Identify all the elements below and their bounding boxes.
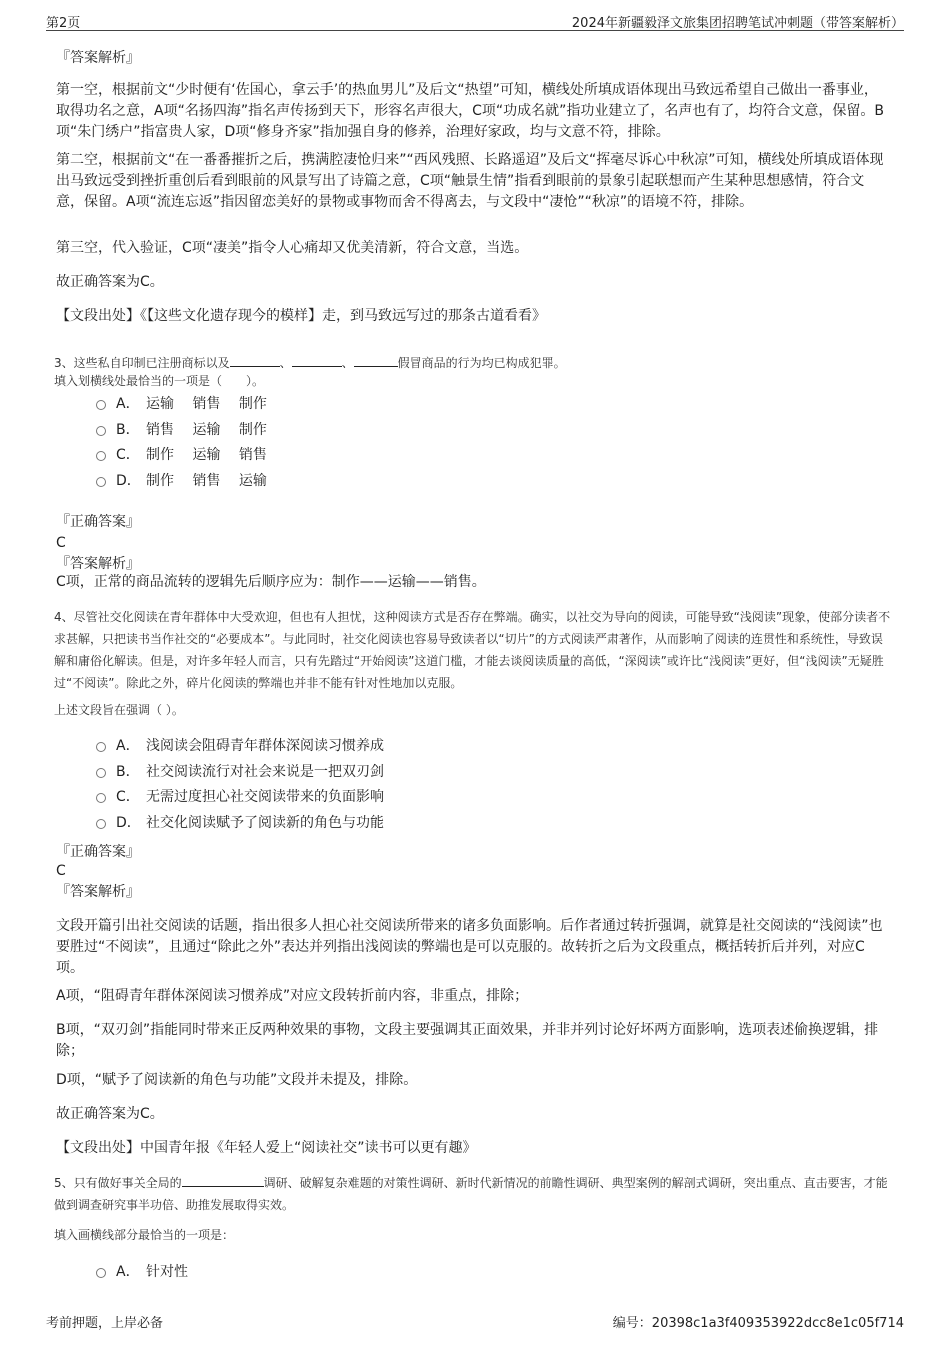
option-letter: A． xyxy=(116,738,140,754)
q4-analysis-a3: B项，“双刃剑”指能同时带来正反两种效果的事物，文段主要强调其正面效果，并非并列讨论好坏两方面影响，选项表述偷换逻辑，排除； xyxy=(56,1022,879,1059)
q4-answer-label: 『正确答案』 xyxy=(56,844,140,860)
radio-icon[interactable] xyxy=(96,477,106,487)
option-letter: C． xyxy=(116,447,140,463)
option-b[interactable] xyxy=(56,418,556,444)
option-letter: C． xyxy=(116,789,140,805)
page-number: 第2页 xyxy=(46,16,81,31)
footer-slogan: 考前押题，上岸必备 xyxy=(46,1316,164,1331)
option-d[interactable] xyxy=(56,469,556,495)
q3-stem2: 填入划横线处最恰当的一项是（ ）。 xyxy=(54,374,265,388)
option-text: 制作 销售 运输 xyxy=(146,472,267,489)
option-text: 浅阅读会阻碍青年群体深阅读习惯养成 xyxy=(146,738,384,754)
q4-analysis-a1: 文段开篇引出社交阅读的话题，指出很多人担心社交阅读所带来的诸多负面影响。后作者通过转折强调，就算是社交阅读的“浅阅读”也要胜过“不阅读”，且通过“除此之外”表达并列指出浅阅读的弊端也是可以克服的。故转折之后为文段重点，概括转折后并列，对应C项。 xyxy=(56,918,883,976)
radio-icon[interactable] xyxy=(96,1268,106,1278)
radio-icon[interactable] xyxy=(96,742,106,752)
q4-stem: 4、尽管社交化阅读在青年群体中大受欢迎，但也有人担忧，这种阅读方式是否存在弊端。确实，以社交为导向的阅读，可能导致“浅阅读”现象，使部分读者不求甚解，只把读书当作社交的“必要成本”。与此同时，社交化阅读也容易导致读者以“切片”的方式阅读严肃著作，从而影响了阅读的连贯性和系统性，导致误解和庸俗化解读。但是，对许多年轻人而言，只有先踏过“开始阅读”这道门槛，才能去谈阅读质量的高低，“深阅读”或许比“浅阅读”更好，但“浅阅读”无疑胜过“不阅读”。除此之外，碎片化阅读的弊端也并非不能有针对性地加以克服。 xyxy=(54,610,891,690)
blank-3 xyxy=(354,352,398,367)
q3-answer-label: 『正确答案』 xyxy=(56,514,140,530)
option-letter: B． xyxy=(116,421,140,438)
option-letter: B． xyxy=(116,763,140,780)
option-letter: A． xyxy=(116,1264,140,1280)
radio-icon[interactable] xyxy=(96,793,106,803)
q3-stem-part2: 假冒商品的行为均已构成犯罪。 xyxy=(397,356,566,370)
q5-stem-part1: 5、只有做好事关全局的 xyxy=(54,1176,182,1190)
radio-icon[interactable] xyxy=(96,426,106,436)
radio-icon[interactable] xyxy=(96,768,106,778)
separator: 、 xyxy=(341,356,354,370)
option-b[interactable] xyxy=(56,760,656,786)
q2-analysis-p4: 故正确答案为C。 xyxy=(56,274,164,290)
q3-stem-part1: 3、这些私自印制已注册商标以及 xyxy=(54,356,230,370)
radio-icon[interactable] xyxy=(96,400,106,410)
q4-analysis-a5: 故正确答案为C。 xyxy=(56,1106,164,1122)
q4-options xyxy=(56,734,656,836)
q4-analysis-a4: D项，“赋予了阅读新的角色与功能”文段并未提及，排除。 xyxy=(56,1072,418,1088)
option-text: 销售 运输 制作 xyxy=(146,421,267,438)
q5-stem xyxy=(54,1172,894,1216)
q3-answer: C xyxy=(56,535,66,551)
q3-analysis: C项，正常的商品流转的逻辑先后顺序应为：制作——运输——销售。 xyxy=(56,574,486,590)
separator: 、 xyxy=(279,356,292,370)
page-footer xyxy=(46,1312,904,1331)
q3-analysis-label: 『答案解析』 xyxy=(56,556,140,572)
q2-analysis-p3: 第三空，代入验证，C项“凄美”指令人心痛却又优美清新，符合文意，当选。 xyxy=(56,240,529,256)
option-c[interactable] xyxy=(56,785,656,811)
q2-analysis-p2: 第二空，根据前文“在一番番摧折之后，携满腔凄怆归来”“西风残照、长路遥迢”及后文“挥毫尽诉心中秋凉”可知，横线处所填成语体现出马致远受到挫折重创后看到眼前的风景写出了诗篇之意，C项“触景生情”指看到眼前的景象引起联想而产生某种思想感情，符合文意，保留。A项“流连忘返”指因留恋美好的景物或事物而舍不得离去，与文段中“凄怆”“秋凉”的语境不符，排除。 xyxy=(56,152,884,210)
option-letter: D． xyxy=(116,814,141,831)
q2-source: 【文段出处】《【这些文化遗存现今的模样】走，到马致远写过的那条古道看看》 xyxy=(56,308,546,324)
page-header xyxy=(46,8,904,31)
option-letter: D． xyxy=(116,472,141,489)
option-letter: A． xyxy=(116,396,140,412)
radio-icon[interactable] xyxy=(96,451,106,461)
option-c[interactable] xyxy=(56,443,556,469)
q4-analysis-label: 『答案解析』 xyxy=(56,884,140,900)
q4-answer: C xyxy=(56,863,66,879)
option-text: 制作 运输 销售 xyxy=(146,447,267,463)
q4-analysis-a2: A项，“阻碍青年群体深阅读习惯养成”对应文段转折前内容，非重点，排除； xyxy=(56,988,529,1004)
q5-stem2: 填入画横线部分最恰当的一项是： xyxy=(54,1228,235,1242)
option-a[interactable] xyxy=(56,1260,556,1286)
q4-stem2: 上述文段旨在强调（ ）。 xyxy=(54,703,184,717)
radio-icon[interactable] xyxy=(96,819,106,829)
q3-options xyxy=(56,392,556,494)
option-a[interactable] xyxy=(56,734,656,760)
option-text: 针对性 xyxy=(146,1264,188,1280)
document-id: 编号：20398c1a3f409353922dcc8e1c05f714 xyxy=(612,1316,904,1331)
q5-stem-part2: 调研、破解复杂难题的对策性调研、新时代新情况的前瞻性调研、典型案例的解剖式调研，突出重点、直击要害，才能做到调查研究事半功倍、助推发展取得实效。 xyxy=(54,1176,888,1212)
option-text: 无需过度担心社交阅读带来的负面影响 xyxy=(146,789,384,805)
q4-source: 【文段出处】中国青年报《年轻人爱上“阅读社交”读书可以更有趣》 xyxy=(56,1140,477,1156)
option-text: 运输 销售 制作 xyxy=(146,396,267,412)
blank-2 xyxy=(292,352,342,367)
option-text: 社交化阅读赋予了阅读新的角色与功能 xyxy=(146,814,384,831)
q5-options xyxy=(56,1260,556,1286)
q2-analysis-label: 『答案解析』 xyxy=(56,50,140,66)
document-title: 2024年新疆毅泽文旅集团招聘笔试冲刺题（带答案解析） xyxy=(571,16,904,31)
option-d[interactable] xyxy=(56,811,656,837)
blank-1 xyxy=(230,352,280,367)
option-a[interactable] xyxy=(56,392,556,418)
blank xyxy=(182,1172,264,1187)
option-text: 社交阅读流行对社会来说是一把双刃剑 xyxy=(146,763,384,780)
q2-analysis-p1: 第一空，根据前文“少时便有‘佐国心，拿云手’的热血男儿”及后文“热望”可知，横线处所填成语体现出马致远希望自己做出一番事业，取得功名之意，A项“名扬四海”指名声传扬到天下，形容名声很大，C项“功成名就”指功业建立了，名声也有了，均符合文意，保留。B项“朱门绣户”指富贵人家，D项“修身齐家”指加强自身的修养，治理好家政，均与文意不符，排除。 xyxy=(56,82,884,140)
